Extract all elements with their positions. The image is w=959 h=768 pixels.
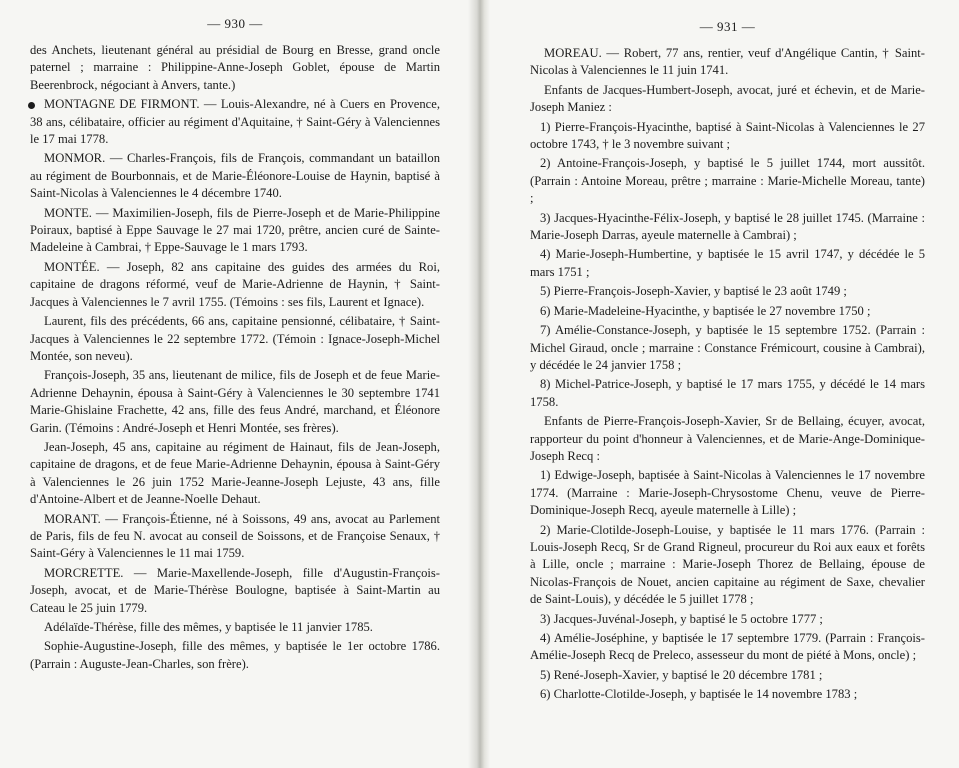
- paragraph: des Anchets, lieutenant général au présidial de Bourg en Bresse, grand oncle paternel ; marraine : Philippine-Anne-Joseph Goblet, épouse de Martin Beerenbrock, négociant à Anvers, tante.): [30, 43, 440, 92]
- paragraph: Enfants de Jacques-Humbert-Joseph, avocat, juré et échevin, et de Marie-Joseph Maniez :: [530, 82, 925, 115]
- list-item: 5) René-Joseph-Xavier, y baptisé le 20 décembre 1781 ;: [540, 667, 823, 682]
- paragraph: Adélaïde-Thérèse, fille des mêmes, y baptisée le 11 janvier 1785.: [44, 620, 373, 634]
- list-item: 2) Marie-Clotilde-Joseph-Louise, y baptisée le 11 mars 1776. (Parrain : Louis-Joseph Recq, Sr de Grand Rigneul, procureur du Roi aux eaux et forêts à Lille, oncle ; marraine : Marie-Joseph Thorez de Bellaing, épouse de Nicolas-François de Nouet, ancien capitaine au régiment de Saxe, chevalier de Saint-Louis), y décédée le 5 juillet 1778 ;: [530, 522, 925, 607]
- list-item: 1) Pierre-François-Hyacinthe, baptisé à Saint-Nicolas à Valenciennes le 27 octobre 1743, † le 3 novembre suivant ;: [530, 119, 925, 152]
- paragraph: MORANT. — François-Étienne, né à Soissons, 49 ans, avocat au Parlement de Paris, fils de feu N. avocat au conseil de Soissons, et de Françoise Senaux, † Saint-Géry à Valenciennes le 11 mai 1759.: [30, 511, 440, 561]
- list-item: 7) Amélie-Constance-Joseph, y baptisée le 15 septembre 1752. (Parrain : Michel Giraud, oncle ; marraine : Constance Frémicourt, cousine à Cambrai), y décédée le 24 janvier 1758 ;: [530, 323, 925, 372]
- paragraph: MORCRETTE. — Marie-Maxellende-Joseph, fille d'Augustin-François-Joseph, avocat, et de Marie-Thérèse Boulogne, baptisée à Saint-Martin au Cateau le 25 juin 1779.: [30, 565, 440, 615]
- list-item: 5) Pierre-François-Joseph-Xavier, y baptisé le 23 août 1749 ;: [540, 284, 847, 299]
- page-number: — 930 —: [207, 16, 263, 31]
- paragraph: MONMOR. — Charles-François, fils de François, commandant un bataillon au régiment de Bourbonnais, et de Marie-Éléonore-Louise de Haynin, baptisé à Saint-Nicolas à Valenciennes le 4 décembre 1740.: [30, 151, 440, 201]
- paragraph: MONTÉE. — Joseph, 82 ans capitaine des guides des armées du Roi, capitaine de dragons réformé, veuf de Marie-Adrienne de Haynin, † Saint-Jacques à Valenciennes le 7 avril 1755. (Témoins : ses fils, Laurent et Ignace).: [30, 259, 440, 309]
- list-item: 1) Edwige-Joseph, baptisée à Saint-Nicolas à Valenciennes le 17 novembre 1774. (Marraine : Marie-Joseph-Chrysostome Chenu, veuve de Pierre-Dominique-Joseph Recq, ayeule maternelle à Lille) ;: [530, 468, 925, 518]
- list-item: 2) Antoine-François-Joseph, y baptisé le 5 juillet 1744, mort aussitôt. (Parrain : Antoine Moreau, prêtre ; marraine : Marie-Michelle Moreau, tante) ;: [530, 156, 925, 206]
- list-item: 3) Jacques-Hyacinthe-Félix-Joseph, y baptisé le 28 juillet 1745. (Marraine : Marie-Joseph Darras, ayeule maternelle à Cambrai) ;: [530, 210, 925, 243]
- list-item: 8) Michel-Patrice-Joseph, y baptisé le 17 mars 1755, y décédé le 14 mars 1758.: [530, 377, 925, 409]
- list-item: 3) Jacques-Juvénal-Joseph, y baptisé le 5 octobre 1777 ;: [540, 611, 823, 626]
- list-item: 4) Marie-Joseph-Humbertine, y baptisée le 15 avril 1747, y décédée le 5 mars 1751 ;: [530, 247, 925, 279]
- paragraph: Laurent, fils des précédents, 66 ans, capitaine pensionné, célibataire, † Saint-Jacques à Valenciennes le 22 septembre 1772. (Témoin : Ignace-Joseph-Michel Montée, son neveu).: [30, 314, 440, 363]
- paragraph: Jean-Joseph, 45 ans, capitaine au régiment de Hainaut, fils de Jean-Joseph, capitaine de dragons, et de feue Marie-Adrienne Dehaynin, épousa à Saint-Géry à Valenciennes le 26 juin 1752 Marie-Jeanne-Joseph Lejuste, 43 ans, fille d'Antoine-Albert et de Jeanne-Noelle Dehaut.: [30, 439, 440, 507]
- paragraph: Enfants de Pierre-François-Joseph-Xavier, Sr de Bellaing, écuyer, avocat, rapporteur du point d'honneur à Valenciennes, et de Marie-Ange-Dominique-Joseph Recq :: [530, 414, 925, 463]
- list-item: 6) Charlotte-Clotilde-Joseph, y baptisée le 14 novembre 1783 ;: [540, 687, 858, 702]
- paragraph: Sophie-Augustine-Joseph, fille des mêmes, y baptisée le 1er octobre 1786. (Parrain : Auguste-Jean-Charles, son frère).: [30, 639, 440, 671]
- paragraph-montagne: [30, 96, 440, 148]
- page-number: — 931 —: [699, 19, 756, 34]
- paragraph-text: MONTAGNE DE FIRMONT. — Louis-Alexandre, né à Cuers en Provence, 38 ans, célibataire, officier au régiment d'Aquitaine, † Saint-Géry à Valenciennes le 17 mai 1778.: [30, 97, 440, 147]
- list-item: 6) Marie-Madeleine-Hyacinthe, y baptisée le 27 novembre 1750 ;: [540, 303, 871, 318]
- paragraph: MONTE. — Maximilien-Joseph, fils de Pierre-Joseph et de Marie-Philippine Poiraux, baptisé à Eppe Sauvage le 27 mai 1720, prêtre, ancien curé de Sainte-Madeleine à Cambrai, † Eppe-Sauvage le 1 mars 1793.: [30, 205, 440, 255]
- paragraph: MOREAU. — Robert, 77 ans, rentier, veuf d'Angélique Cantin, † Saint-Nicolas à Valenciennes le 11 juin 1741.: [530, 46, 925, 78]
- book-gutter: [468, 0, 490, 768]
- list-item: 4) Amélie-Joséphine, y baptisée le 17 septembre 1779. (Parrain : François-Amélie-Joseph Recq de Preleco, assesseur du mont de piété à Mons, oncle) ;: [530, 631, 925, 663]
- left-page: [30, 0, 440, 768]
- right-page: [530, 0, 925, 768]
- bullet-icon: [28, 102, 35, 109]
- paragraph: François-Joseph, 35 ans, lieutenant de milice, fils de Joseph et de feue Marie-Adrienne Dehaynin, épousa à Saint-Géry à Valenciennes le 30 septembre 1741 Marie-Ghislaine Frachette, 42 ans, fille des feus André, marchand, et Éléonore Garin. (Témoins : André-Joseph et Henri Montée, ses frères).: [30, 368, 440, 435]
